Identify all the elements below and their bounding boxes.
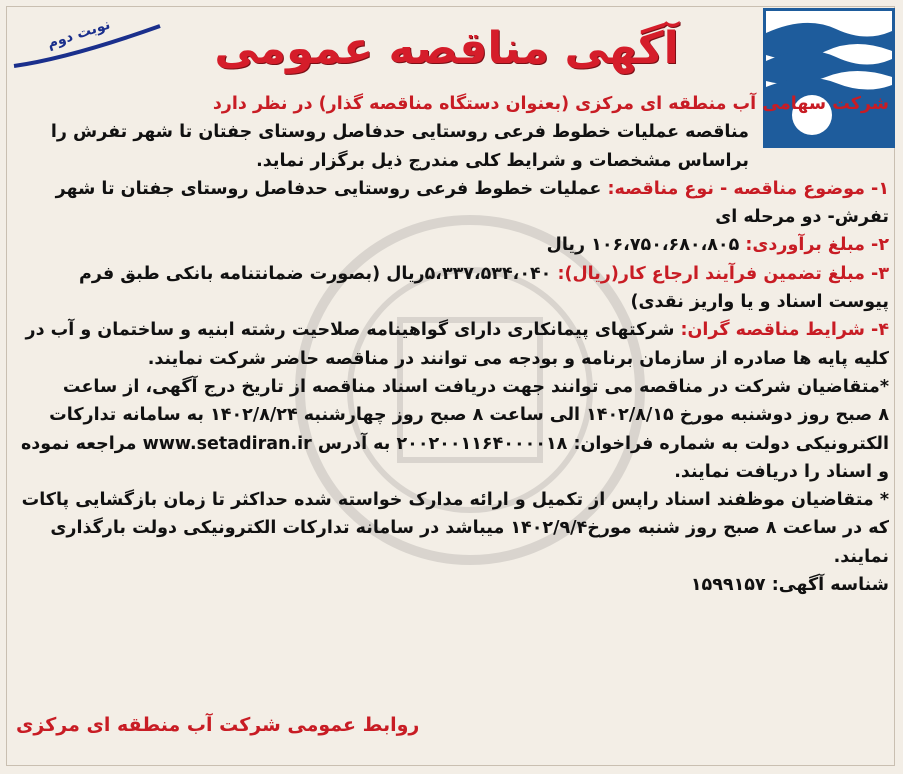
item-2 bbox=[12, 231, 889, 259]
note-2-line-2: که در ساعت ۸ صبح روز شنبه مورخ۱۴۰۲/۹/۴ میباشد در سامانه تدارکات الکترونیکی دولت بارگذاری bbox=[50, 518, 889, 539]
item-1-label: ۱- موضوع مناقصه - نوع مناقصه: bbox=[607, 178, 889, 199]
item-1-text: عملیات خطوط فرعی روستایی حدفاصل روستای جفتان تا شهر bbox=[55, 178, 602, 199]
second-round-badge bbox=[10, 8, 170, 68]
intro-line-2: مناقصه عملیات خطوط فرعی روستایی حدفاصل روستای جفتان تا شهر تفرش را bbox=[50, 122, 749, 143]
item-1 bbox=[12, 175, 889, 203]
setadiran-url[interactable]: www.setadiran.ir bbox=[142, 433, 312, 454]
footer-signature: روابط عمومی شرکت آب منطقه ای مرکزی bbox=[16, 714, 420, 736]
item-3-continued: پیوست اسناد و یا واریز نقدی) bbox=[630, 292, 889, 313]
intro-line-1: شرکت سهامی آب منطقه ای مرکزی (بعنوان دستگاه مناقصه گذار) در نظر دارد bbox=[212, 94, 889, 114]
note-1-line-3a: الکترونیکی دولت به شماره فراخوان: ۲۰۰۲۰۰۱۱۶۴۰۰۰۰۱۸ به آدرس bbox=[317, 433, 889, 454]
notice-title: آگهی مناقصه عمومی bbox=[214, 23, 679, 74]
item-3-label: ۳- مبلغ تضمین فرآیند ارجاع کار(ریال): bbox=[557, 263, 889, 284]
note-1-line-1: *متقاضیان شرکت در مناقصه می توانند جهت دریافت اسناد مناقصه از تاریخ درج آگهی، از ساعت bbox=[62, 376, 889, 397]
item-1-continued: تفرش- دو مرحله ای bbox=[715, 207, 889, 228]
item-4 bbox=[12, 316, 889, 344]
item-4-text: شرکتهای پیمانکاری دارای گواهینامه صلاحیت رشته ابنیه و ساختمان و آب در bbox=[25, 320, 675, 341]
item-2-text: ۱۰۶،۷۵۰،۶۸۰،۸۰۵ ریال bbox=[546, 235, 740, 256]
item-3-text: ۵،۳۳۷،۵۳۴،۰۴۰ریال (بصورت ضمانتنامه بانکی طبق فرم bbox=[79, 263, 552, 284]
intro-line-3: براساس مشخصات و شرایط کلی مندرج ذیل برگزار نماید. bbox=[256, 150, 749, 171]
note-2-line-3: نمایند. bbox=[833, 546, 889, 567]
notice-body bbox=[12, 90, 889, 599]
note-1-line-4: و اسناد را دریافت نمایند. bbox=[674, 461, 889, 482]
note-1-line-3 bbox=[12, 430, 889, 458]
badge-text: نوبت دوم bbox=[45, 16, 113, 52]
note-2-line-1: * متقاضیان موظفند اسناد راپس از تکمیل و ارائه مدارک خواسته شده حداکثر تا زمان بازگشایی پاکات bbox=[21, 490, 889, 511]
item-2-label: ۲- مبلغ برآوردی: bbox=[745, 235, 889, 256]
item-4-continued: کلیه پایه ها صادره از سازمان برنامه و بودجه می توانند در مناقصه حاضر شرکت نمایند. bbox=[147, 348, 889, 369]
note-1-line-3b: مراجعه نموده bbox=[20, 433, 137, 454]
note-1-line-2: ۸ صبح روز دوشنبه مورخ ۱۴۰۲/۸/۱۵ الی ساعت ۸ صبح روز چهارشنبه ۱۴۰۲/۸/۲۴ به سامانه تدارکات bbox=[49, 405, 889, 426]
item-3 bbox=[12, 260, 889, 288]
ad-id: شناسه آگهی: ۱۵۹۹۱۵۷ bbox=[690, 575, 889, 596]
item-4-label: ۴- شرایط مناقصه گران: bbox=[680, 320, 889, 341]
